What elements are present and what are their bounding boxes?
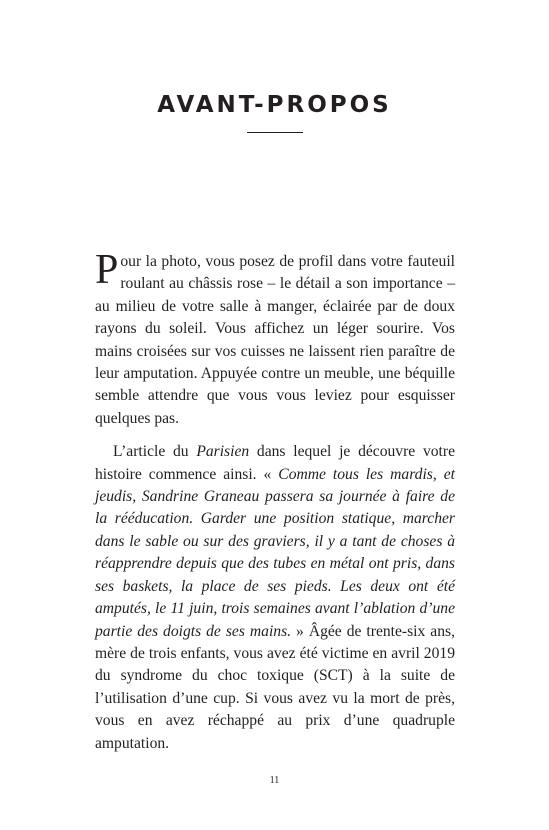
title-underline [247, 132, 303, 133]
publication-name: Parisien [196, 443, 250, 461]
paragraph-1 [95, 247, 455, 430]
chapter-title: AVANT-PROPOS [157, 92, 392, 118]
paragraph-1-text: our la photo, vous posez de profil dans votre fauteuil roulant au châssis rose – le détail a son importance – au milieu de votre salle à manger, éclairée par de doux rayons du soleil. Vous affichez un léger sourire. Vos mains croisées sur vos cuisses ne laissent rien paraître de leur amputation. Appuyée contre un meuble, une béquille semble attendre que vous vous leviez pour esquisser quelques pas. [95, 253, 455, 427]
body-text [95, 247, 455, 755]
quoted-passage: Comme tous les mardis, et jeudis, Sandrine Graneau passera sa journée à faire de la rééducation. Garder une position statique, marcher dans le sable ou sur des graviers, il y a tant de choses à réapprendre depuis que des tubes en métal ont pris, dans ses baskets, la place de ses pieds. Les deux ont été amputés, le 11 juin, trois semaines avant l’ablation d’une partie des doigts de ses mains. [95, 465, 455, 640]
page-number: 11 [269, 775, 280, 786]
paragraph-2-rest: » Âgée de trente-six ans, mère de trois enfants, vous avez été victime en avril 2019 du syndrome du choc toxique (SCT) à la suite de l’utilisation d’une cup. Si vous avez vu la mort de près, vous en avez réchappé au prix d’une quadruple amputation. [95, 622, 455, 752]
paragraph-2 [95, 441, 455, 755]
drop-cap: P [95, 247, 119, 293]
paragraph-2-intro: L’article du [113, 443, 197, 461]
paragraph-2-lead: dans lequel je découvre votre histoire commence ainsi. « [95, 443, 455, 483]
